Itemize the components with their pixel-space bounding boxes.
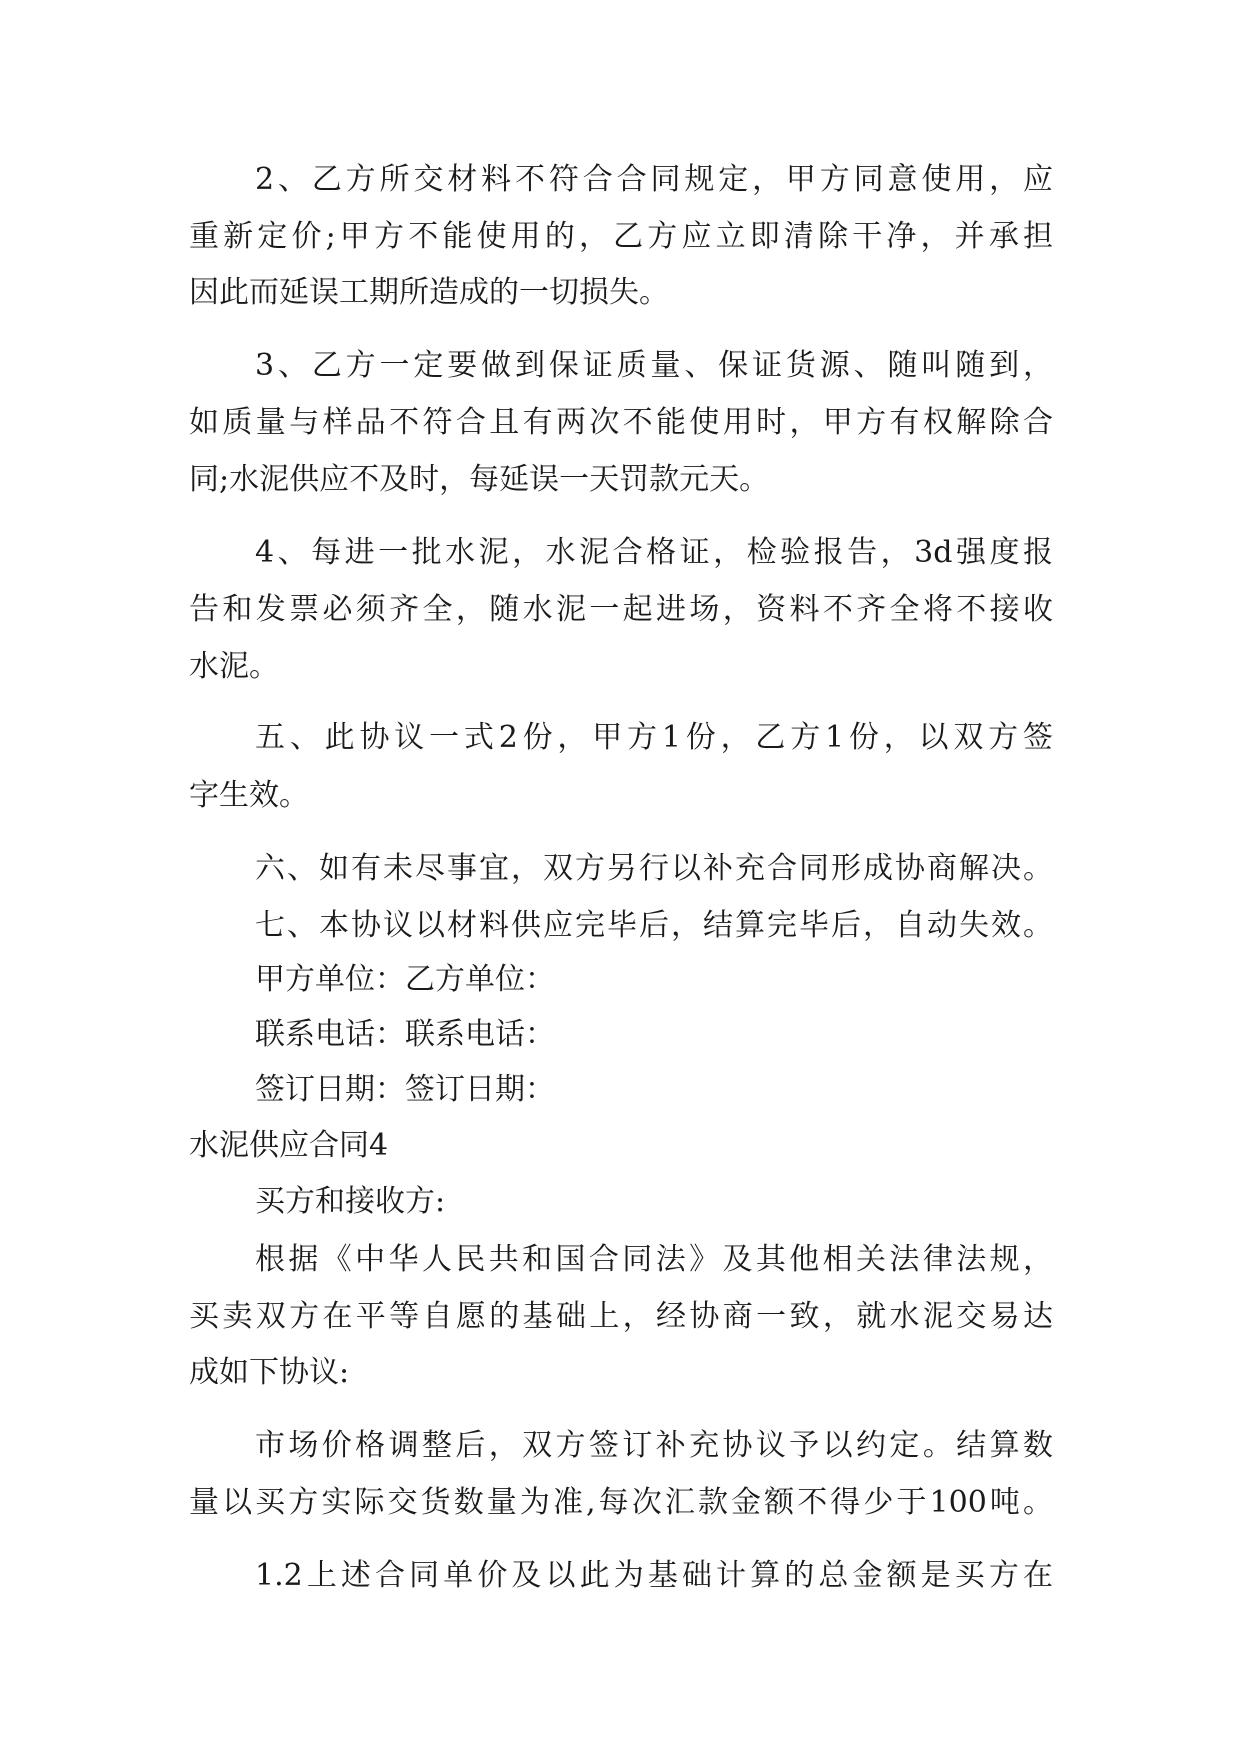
paragraph-line: 买方和接收方:	[255, 1184, 446, 1219]
paragraph-line: 2、乙方所交材料不符合合同规定，甲方同意使用，应	[255, 162, 1053, 197]
paragraph-line: 告和发票必须齐全，随水泥一起进场，资料不齐全将不接收	[189, 592, 1053, 627]
signature-line-date: 签订日期：签订日期：	[255, 1072, 555, 1107]
paragraph-line: 4、每进一批水泥，水泥合格证，检验报告，3d强度报	[255, 535, 1053, 570]
section-title: 水泥供应合同4	[189, 1128, 389, 1163]
paragraph-line: 水泥。	[189, 649, 279, 684]
paragraph-line: 五、此协议一式2份，甲方1份，乙方1份，以双方签	[255, 720, 1053, 755]
signature-line-phone: 联系电话：联系电话：	[255, 1017, 555, 1052]
paragraph-line: 因此而延误工期所造成的一切损失。	[189, 275, 669, 310]
paragraph-line: 六、如有未尽事宜，双方另行以补充合同形成协商解决。	[255, 851, 1053, 886]
paragraph-line: 七、本协议以材料供应完毕后，结算完毕后，自动失效。	[255, 908, 1053, 943]
paragraph-line: 同;水泥供应不及时，每延误一天罚款元天。	[189, 462, 770, 497]
paragraph-line: 3、乙方一定要做到保证质量、保证货源、随叫随到，	[255, 348, 1053, 383]
paragraph-line: 量以买方实际交货数量为准,每次汇款金额不得少于100吨。	[189, 1485, 1053, 1520]
paragraph-line: 字生效。	[189, 778, 309, 813]
paragraph-line: 1.2上述合同单价及以此为基础计算的总金额是买方在	[255, 1558, 1053, 1593]
paragraph-line: 根据《中华人民共和国合同法》及其他相关法律法规，	[255, 1242, 1053, 1277]
paragraph-line: 重新定价;甲方不能使用的，乙方应立即清除干净，并承担	[189, 219, 1053, 254]
paragraph-line: 市场价格调整后，双方签订补充协议予以约定。结算数	[255, 1428, 1053, 1463]
paragraph-line: 成如下协议:	[189, 1355, 350, 1390]
signature-line-party: 甲方单位：乙方单位：	[255, 962, 555, 997]
paragraph-line: 如质量与样品不符合且有两次不能使用时，甲方有权解除合	[189, 405, 1053, 440]
paragraph-line: 买卖双方在平等自愿的基础上，经协商一致，就水泥交易达	[189, 1299, 1053, 1334]
